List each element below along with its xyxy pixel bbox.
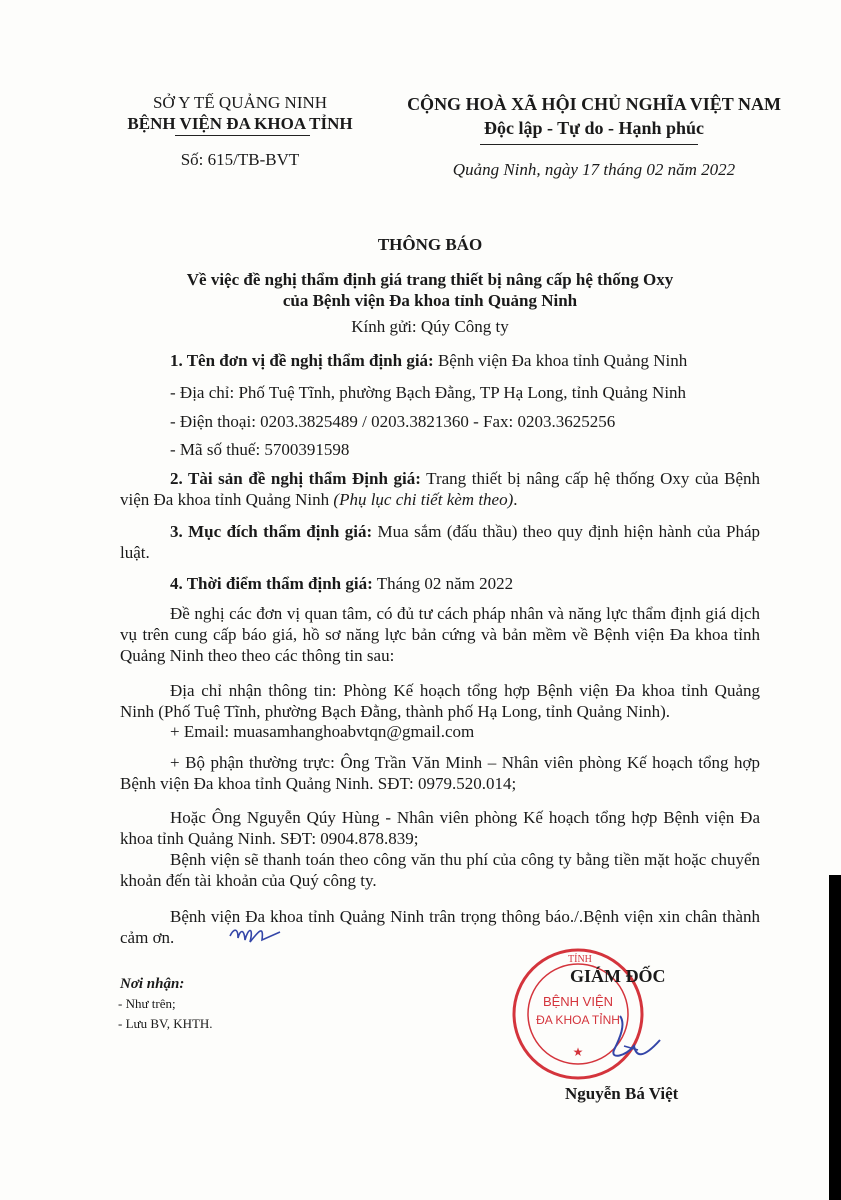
motto: Độc lập - Tự do - Hạnh phúc [483,118,705,138]
signer-name: Nguyễn Bá Việt [565,1084,679,1103]
section-1-value: Bệnh viện Đa khoa tỉnh Quảng Ninh [433,351,688,370]
subtitle-line-1: Về việc đề nghị thẩm định giá trang thiết bị nâng cấp hệ thống Oxy [186,270,674,289]
stamp-line-1: BỆNH VIỆN [542,994,614,1009]
subtitle-line-2: của Bệnh viện Đa khoa tỉnh Quảng Ninh [282,291,578,310]
paragraph-email: + Email: muasamhanghoabvtqn@gmail.com [170,722,475,741]
recipient-item: - Như trên; [118,996,176,1011]
header-left-divider [175,135,310,136]
scan-edge-bar [829,875,841,1200]
initials-mark [228,922,284,948]
section-2-italic: (Phụ lục chi tiết kèm theo) [333,490,514,509]
paragraph-address: Địa chỉ nhận thông tin: Phòng Kế hoạch tổng hợp Bệnh viện Đa khoa tỉnh Quảng Ninh (Phố Tuệ Tĩnh, phường Bạch Đằng, thành phố Hạ Long, tỉnh Quảng Ninh). [120,681,760,721]
greeting: Kính gửi: Qúy Công ty [351,317,509,336]
document-number: Số: 615/TB-BVT [180,150,300,169]
section-3 [120,521,760,563]
stamp-line-2: ĐA KHOA TỈNH [536,1013,620,1027]
national-header [384,92,804,140]
header-right-divider [480,144,698,145]
section-4 [120,573,760,594]
org-line-1: SỞ Y TẾ QUẢNG NINH [152,93,328,112]
paragraph-closing: Bệnh viện Đa khoa tỉnh Quảng Ninh trân trọng thông báo./.Bệnh viện xin chân thành cảm ơn. [120,907,760,947]
section-2 [120,468,760,510]
section-3-value: Mua sắm (đấu thầu) theo quy định hiện hành của Pháp luật. [120,522,760,562]
paragraph-contact-2: Hoặc Ông Nguyễn Qúy Hùng - Nhân viên phòng Kế hoạch tổng hợp Bệnh viện Đa khoa tỉnh Quảng Ninh. SĐT: 0904.878.839; [120,808,760,848]
section-1-tax: - Mã số thuế: 5700391598 [170,440,350,459]
nation-title: CỘNG HOÀ XÃ HỘI CHỦ NGHĨA VIỆT NAM [407,94,781,114]
signer-role: GIÁM ĐỐC [570,966,666,986]
place-date: Quảng Ninh, ngày 17 tháng 02 năm 2022 [452,160,736,179]
document-title: THÔNG BÁO [377,235,483,254]
section-1-phone: - Điện thoại: 0203.3825489 / 0203.3821360 - Fax: 0203.3625256 [170,412,616,431]
section-1-address: - Địa chỉ: Phố Tuệ Tĩnh, phường Bạch Đằng, TP Hạ Long, tỉnh Quảng Ninh [170,383,687,402]
issuing-organization [100,92,380,134]
handwritten-signature [598,1010,668,1070]
star-icon: ★ [572,1045,584,1059]
paragraph-request: Đề nghị các đơn vị quan tâm, có đủ tư cách pháp nhân và năng lực thẩm định giá dịch vụ trên cung cấp báo giá, hồ sơ năng lực bản cứng và bản mềm về Bệnh viện Đa khoa tỉnh Quảng Ninh theo theo các thông tin sau: [120,604,760,665]
paragraph-contact-1: + Bộ phận thường trực: Ông Trần Văn Minh – Nhân viên phòng Kế hoạch tổng hợp Bệnh viện Đa khoa tỉnh Quảng Ninh. SĐT: 0979.520.014; [120,753,760,793]
stamp-ring-text: TỈNH [568,954,592,965]
document-subtitle [110,269,750,311]
recipient-item: - Lưu BV, KHTH. [118,1016,213,1031]
section-2-label: 2. Tài sản đề nghị thẩm Định giá: [170,469,421,488]
section-4-label: 4. Thời điểm thẩm định giá: [170,574,373,593]
recipients-title: Nơi nhận: [120,976,185,992]
section-1-label: 1. Tên đơn vị đề nghị thẩm định giá: [170,351,434,370]
section-2-value: Trang thiết bị nâng cấp hệ thống Oxy của Bệnh viện Đa khoa tỉnh Quảng Ninh [120,469,761,509]
section-1 [120,350,760,371]
section-4-value: Tháng 02 năm 2022 [372,574,514,593]
section-2-end: . [513,490,518,509]
org-line-2: BỆNH VIỆN ĐA KHOA TỈNH [127,114,353,133]
paragraph-payment: Bệnh viện sẽ thanh toán theo công văn thu phí của công ty bằng tiền mặt hoặc chuyển khoản đến tài khoản của Quý công ty. [120,850,760,890]
section-3-label: 3. Mục đích thẩm định giá: [170,522,373,541]
